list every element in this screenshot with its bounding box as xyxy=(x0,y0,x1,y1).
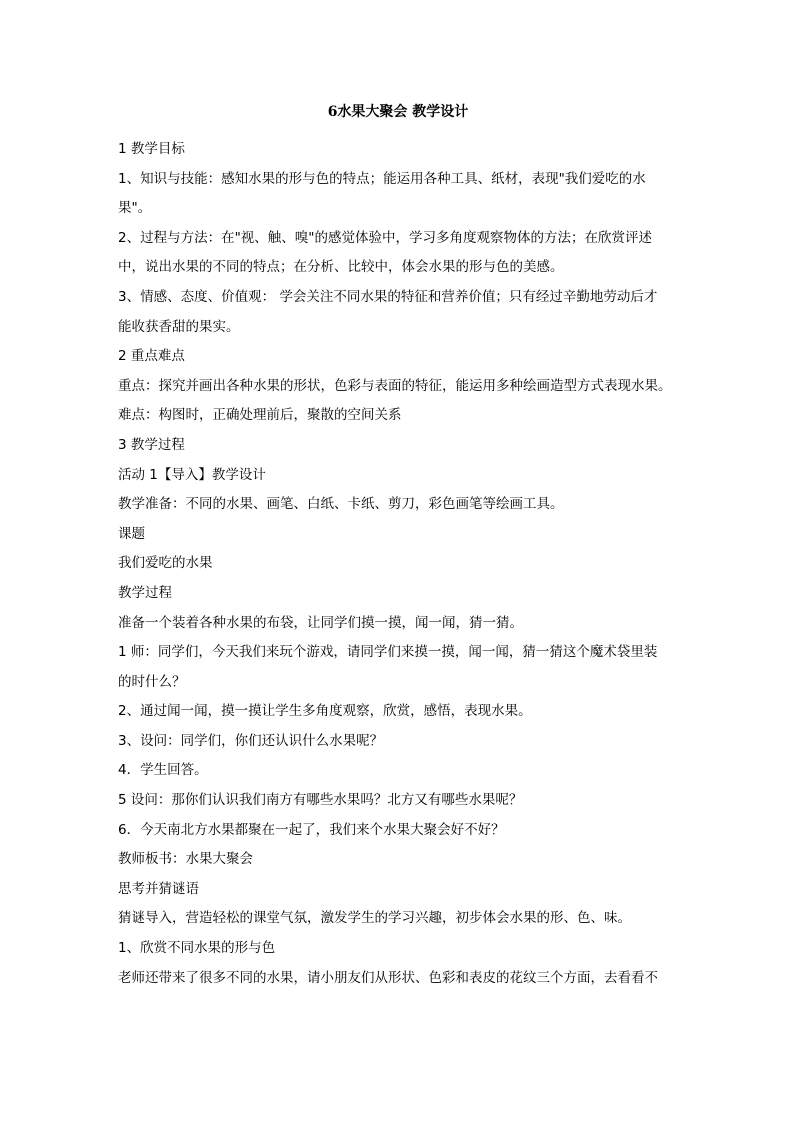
paragraph-line: 3、设问：同学们，你们还认识什么水果呢？ xyxy=(118,732,384,749)
paragraph-line: 1、知识与技能：感知水果的形与色的特点；能运用各种工具、纸材，表现"我们爱吃的水 xyxy=(118,170,646,187)
paragraph-line: 老师还带来了很多不同的水果，请小朋友们从形状、色彩和表皮的花纹三个方面，去看看不 xyxy=(118,969,658,986)
paragraph-line: 6．今天南北方水果都聚在一起了，我们来个水果大聚会好不好？ xyxy=(118,821,505,838)
section-heading-process: 3 教学过程 xyxy=(118,436,185,453)
subheading-teaching-process: 教学过程 xyxy=(118,584,172,601)
paragraph-line: 猜谜导入，营造轻松的课堂气氛，激发学生的学习兴趣，初步体会水果的形、色、味。 xyxy=(118,910,631,927)
paragraph-line: 1、欣赏不同水果的形与色 xyxy=(118,940,276,957)
paragraph-line: 教师板书：水果大聚会 xyxy=(118,851,253,868)
paragraph-line: 中，说出水果的不同的特点；在分析、比较中，体会水果的形与色的美感。 xyxy=(118,259,564,276)
paragraph-line: 难点：构图时，正确处理前后，聚散的空间关系 xyxy=(118,407,402,424)
paragraph-line: 4．学生回答。 xyxy=(118,762,208,779)
section-heading-key-points: 2 重点难点 xyxy=(118,348,185,365)
paragraph-line: 教学准备：不同的水果、画笔、白纸、卡纸、剪刀，彩色画笔等绘画工具。 xyxy=(118,496,564,513)
paragraph-line: 重点：探究并画出各种水果的形状，色彩与表面的特征，能运用多种绘画造型方式表现水果。 xyxy=(118,377,672,394)
subheading-topic: 课题 xyxy=(118,525,145,542)
document-body xyxy=(118,135,678,993)
paragraph-line: 2、通过闻一闻，摸一摸让学生多角度观察，欣赏，感悟，表现水果。 xyxy=(118,703,532,720)
paragraph-line: 3、情感、态度、价值观： 学会关注不同水果的特征和营养价值；只有经过辛勤地劳动后才 xyxy=(118,288,658,305)
section-heading-objectives: 1 教学目标 xyxy=(118,141,185,157)
document-title: 6水果大聚会 教学设计 xyxy=(327,104,469,120)
paragraph-line: 1 师：同学们，今天我们来玩个游戏，请同学们来摸一摸，闻一闻，猜一猜这个魔术袋里装 xyxy=(118,644,658,661)
subheading-riddles: 思考并猜谜语 xyxy=(118,880,199,897)
paragraph-line: 能收获香甜的果实。 xyxy=(118,318,240,335)
document-page xyxy=(118,102,678,993)
paragraph-line: 我们爱吃的水果 xyxy=(118,555,213,572)
activity-heading: 活动 1【导入】教学设计 xyxy=(118,466,266,483)
paragraph-line: 的时什么？ xyxy=(118,673,186,690)
paragraph-line: 2、过程与方法：在"视、触、嗅"的感觉体验中，学习多角度观察物体的方法；在欣赏评述 xyxy=(118,229,653,246)
paragraph-line: 果"。 xyxy=(118,200,152,217)
paragraph-line: 准备一个装着各种水果的布袋，让同学们摸一摸，闻一闻，猜一猜。 xyxy=(118,614,523,631)
paragraph-line: 5 设问：那你们认识我们南方有哪些水果吗？北方又有哪些水果呢？ xyxy=(118,792,523,809)
